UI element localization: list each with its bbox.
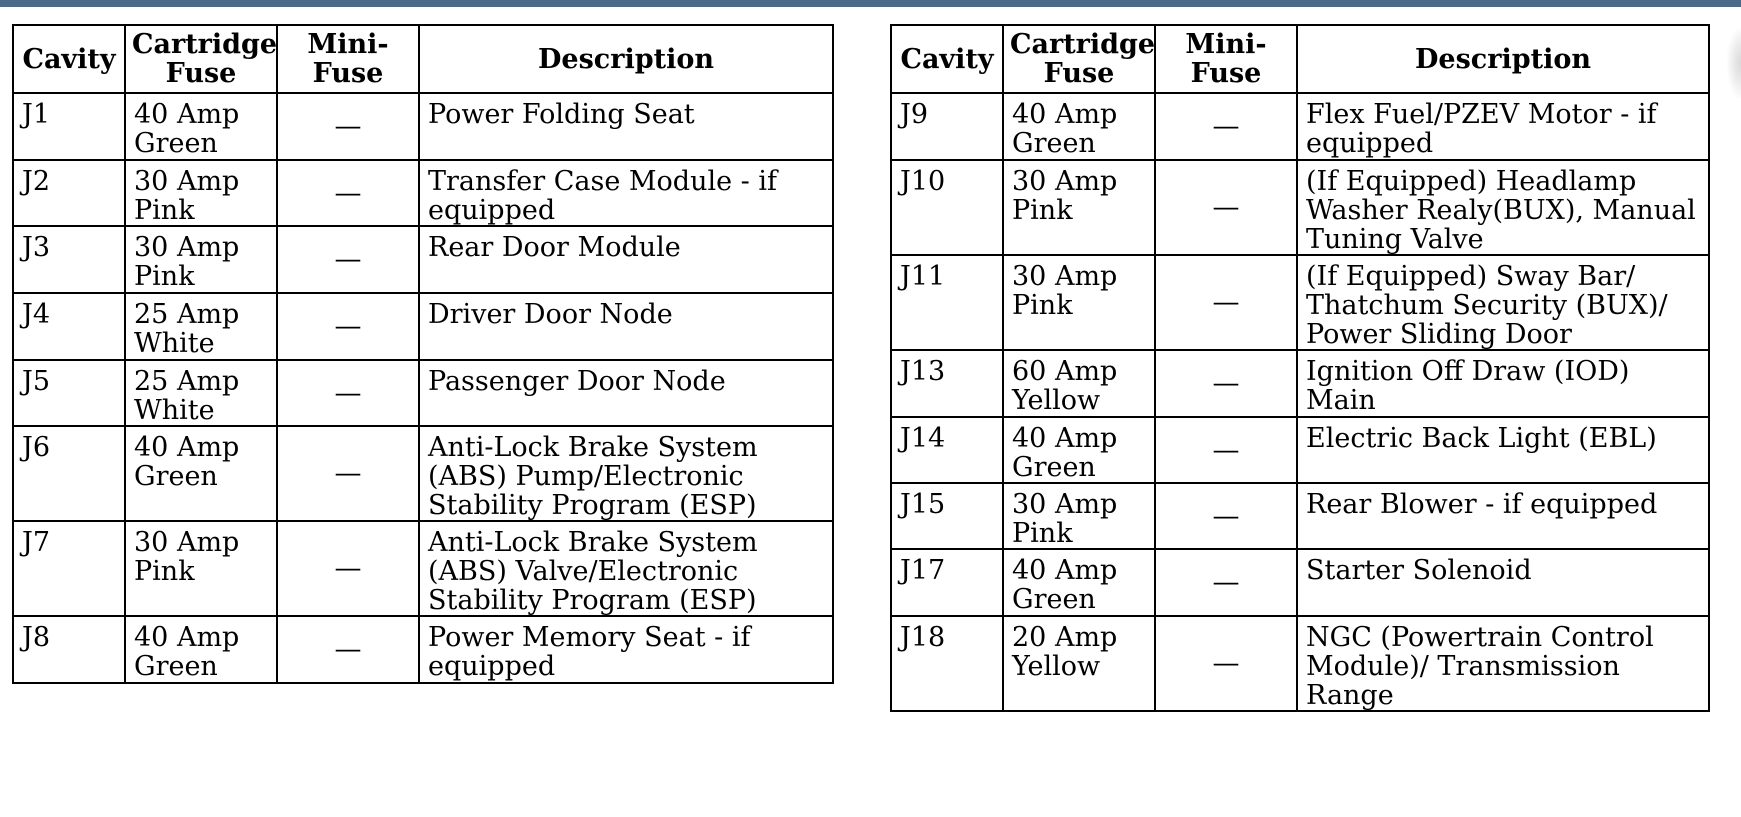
- header-mini-fuse: Mini-Fuse: [277, 25, 419, 93]
- mini-fuse-cell: —: [277, 521, 419, 616]
- cartridge-fuse-cell: 40 Amp Green: [1003, 549, 1155, 616]
- cavity-cell: J18: [891, 616, 1003, 711]
- header-description: Description: [419, 25, 833, 93]
- description-cell: Driver Door Node: [419, 293, 833, 360]
- scroll-edge-shadow: [1727, 28, 1741, 98]
- description-cell: Passenger Door Node: [419, 360, 833, 426]
- cartridge-fuse-cell: 30 Amp Pink: [125, 226, 277, 293]
- cavity-cell: J8: [13, 616, 125, 683]
- cavity-cell: J10: [891, 160, 1003, 255]
- header-description: Description: [1297, 25, 1709, 93]
- cavity-cell: J2: [13, 160, 125, 226]
- table-row: [13, 426, 833, 521]
- mini-fuse-cell: —: [1155, 93, 1297, 160]
- table-row: [13, 616, 833, 683]
- description-cell: Power Memory Seat - if equipped: [419, 616, 833, 683]
- mini-fuse-cell: —: [277, 360, 419, 426]
- table-row: [891, 255, 1709, 350]
- description-cell: (If Equipped) Headlamp Washer Realy(BUX), Manual Tuning Valve: [1297, 160, 1709, 255]
- cavity-cell: J13: [891, 350, 1003, 417]
- mini-fuse-cell: —: [277, 616, 419, 683]
- cavity-cell: J9: [891, 93, 1003, 160]
- header-cavity: Cavity: [13, 25, 125, 93]
- mini-fuse-cell: —: [277, 426, 419, 521]
- header-cartridge-fuse: Cartridge Fuse: [1003, 25, 1155, 93]
- table-row: [13, 521, 833, 616]
- mini-fuse-cell: —: [1155, 616, 1297, 711]
- mini-fuse-cell: —: [1155, 350, 1297, 417]
- cavity-cell: J6: [13, 426, 125, 521]
- cartridge-fuse-cell: 40 Amp Green: [125, 426, 277, 521]
- mini-fuse-cell: —: [277, 93, 419, 160]
- mini-fuse-cell: —: [1155, 483, 1297, 549]
- cavity-cell: J15: [891, 483, 1003, 549]
- description-cell: Flex Fuel/PZEV Motor - if equipped: [1297, 93, 1709, 160]
- table-header-row: [13, 25, 833, 93]
- description-cell: Anti-Lock Brake System (ABS) Pump/Electronic Stability Program (ESP): [419, 426, 833, 521]
- table-row: [891, 417, 1709, 483]
- mini-fuse-cell: —: [277, 160, 419, 226]
- description-cell: Electric Back Light (EBL): [1297, 417, 1709, 483]
- cavity-cell: J5: [13, 360, 125, 426]
- cartridge-fuse-cell: 30 Amp Pink: [1003, 255, 1155, 350]
- header-cartridge-fuse: Cartridge Fuse: [125, 25, 277, 93]
- table-row: [13, 226, 833, 293]
- cavity-cell: J1: [13, 93, 125, 160]
- cartridge-fuse-cell: 40 Amp Green: [1003, 417, 1155, 483]
- table-row: [13, 293, 833, 360]
- cartridge-fuse-cell: 40 Amp Green: [125, 616, 277, 683]
- cartridge-fuse-cell: 30 Amp Pink: [125, 521, 277, 616]
- description-cell: Ignition Off Draw (IOD) Main: [1297, 350, 1709, 417]
- cavity-cell: J3: [13, 226, 125, 293]
- table-row: [13, 360, 833, 426]
- table-row: [891, 350, 1709, 417]
- cartridge-fuse-cell: 30 Amp Pink: [1003, 483, 1155, 549]
- description-cell: (If Equipped) Sway Bar/ Thatchum Security (BUX)/ Power Sliding Door: [1297, 255, 1709, 350]
- table-row: [13, 93, 833, 160]
- table-header-row: [891, 25, 1709, 93]
- window-top-bar: [0, 0, 1741, 7]
- cartridge-fuse-cell: 30 Amp Pink: [1003, 160, 1155, 255]
- cavity-cell: J14: [891, 417, 1003, 483]
- cavity-cell: J7: [13, 521, 125, 616]
- cartridge-fuse-cell: 25 Amp White: [125, 360, 277, 426]
- mini-fuse-cell: —: [277, 293, 419, 360]
- mini-fuse-cell: —: [1155, 417, 1297, 483]
- description-cell: Anti-Lock Brake System (ABS) Valve/Electronic Stability Program (ESP): [419, 521, 833, 616]
- cartridge-fuse-cell: 25 Amp White: [125, 293, 277, 360]
- cavity-cell: J4: [13, 293, 125, 360]
- header-mini-fuse: Mini-Fuse: [1155, 25, 1297, 93]
- table-row: [891, 616, 1709, 711]
- description-cell: Starter Solenoid: [1297, 549, 1709, 616]
- cartridge-fuse-cell: 40 Amp Green: [1003, 93, 1155, 160]
- cavity-cell: J17: [891, 549, 1003, 616]
- fuse-table-right: [890, 24, 1710, 712]
- mini-fuse-cell: —: [277, 226, 419, 293]
- cartridge-fuse-cell: 20 Amp Yellow: [1003, 616, 1155, 711]
- description-cell: NGC (Powertrain Control Module)/ Transmission Range: [1297, 616, 1709, 711]
- fuse-table-left: [12, 24, 834, 684]
- table-row: [891, 93, 1709, 160]
- description-cell: Transfer Case Module - if equipped: [419, 160, 833, 226]
- description-cell: Rear Blower - if equipped: [1297, 483, 1709, 549]
- cavity-cell: J11: [891, 255, 1003, 350]
- description-cell: Power Folding Seat: [419, 93, 833, 160]
- table-row: [13, 160, 833, 226]
- cartridge-fuse-cell: 30 Amp Pink: [125, 160, 277, 226]
- table-row: [891, 483, 1709, 549]
- mini-fuse-cell: —: [1155, 255, 1297, 350]
- mini-fuse-cell: —: [1155, 160, 1297, 255]
- header-cavity: Cavity: [891, 25, 1003, 93]
- cartridge-fuse-cell: 60 Amp Yellow: [1003, 350, 1155, 417]
- description-cell: Rear Door Module: [419, 226, 833, 293]
- table-row: [891, 160, 1709, 255]
- cartridge-fuse-cell: 40 Amp Green: [125, 93, 277, 160]
- mini-fuse-cell: —: [1155, 549, 1297, 616]
- table-row: [891, 549, 1709, 616]
